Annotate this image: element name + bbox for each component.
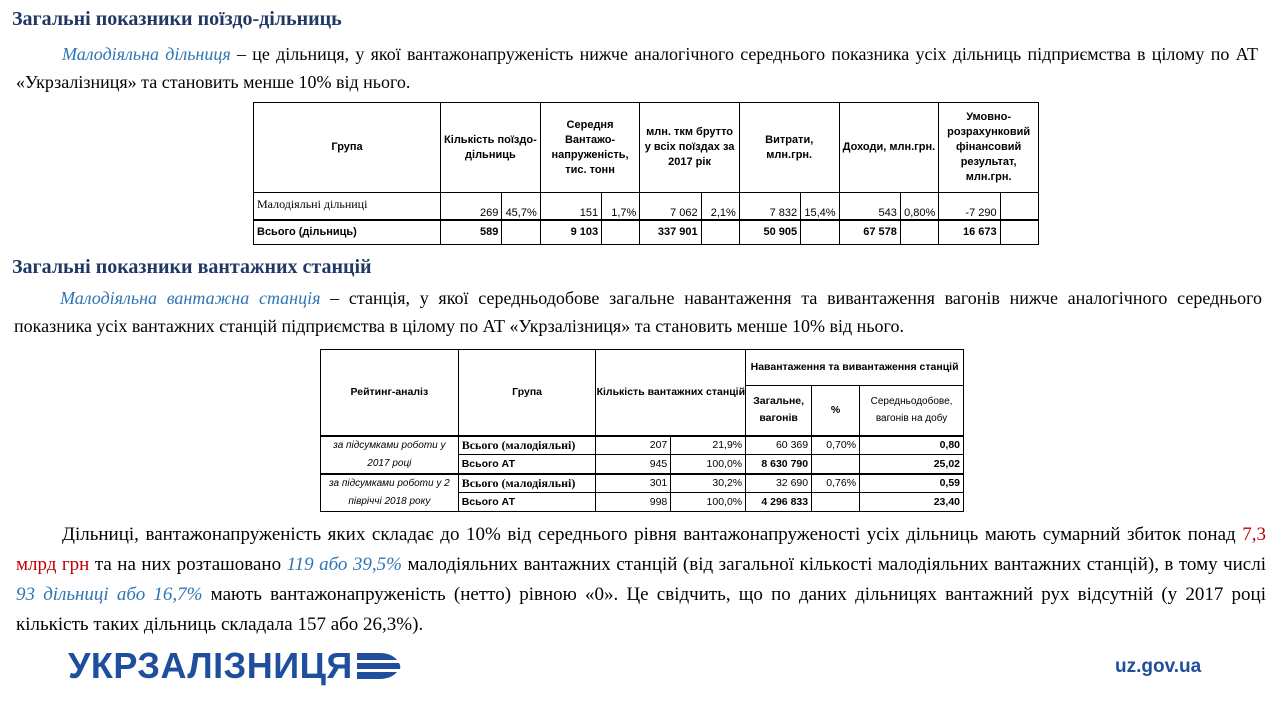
- table-cell: 100,0%: [671, 492, 746, 511]
- table-cell: 207: [596, 436, 671, 455]
- table-row: [321, 474, 964, 493]
- col-header: Умовно-розрахунковий фінансовий результат, млн.грн.: [939, 103, 1039, 193]
- col-header: Навантаження та вивантаження станцій: [746, 350, 964, 386]
- table-cell: 23,40: [860, 492, 964, 511]
- table-cell: 45,7%: [502, 193, 540, 220]
- summary-text: Дільниці, вантажонапруженість яких складає до 10% від середнього рівня вантажонапруженості усіх дільниць мають сумарний збиток понад: [62, 524, 1243, 545]
- table-cell: 0,59: [860, 474, 964, 493]
- table-cell: 50 905: [739, 220, 800, 245]
- summary-text: мають вантажонапруженість (нетто) рівною «0». Це свідчить, що по даних дільницях вантажний рух відсутній (у 2017 році кількість таких дільниць складала 157 або 26,3%).: [16, 584, 1266, 635]
- section-definition-stations: [14, 284, 1262, 340]
- table-cell: 9 103: [540, 220, 601, 245]
- table-row: [321, 436, 964, 455]
- table-cell: Малодіяльні дільниці: [254, 193, 441, 220]
- col-header: Кількість вантажних станцій: [596, 350, 746, 436]
- summary-paragraph: [16, 520, 1266, 640]
- table-cell: 30,2%: [671, 474, 746, 493]
- table-cell: 60 369: [746, 436, 812, 455]
- table-cell: [602, 220, 640, 245]
- table-cell: [801, 220, 839, 245]
- table-cell: 0,76%: [812, 474, 860, 493]
- col-header: Середня Вантажо-напруженість, тис. тонн: [540, 103, 640, 193]
- summary-loss-value: 7,3 млрд грн: [16, 524, 1266, 575]
- table-cell: 15,4%: [801, 193, 839, 220]
- table-cell: 2,1%: [701, 193, 739, 220]
- table-cell: 945: [596, 455, 671, 474]
- table-cell: 589: [441, 220, 502, 245]
- table-cell: 337 901: [640, 220, 701, 245]
- summary-stations-value: 119 або 39,5%: [286, 554, 402, 575]
- col-header: Доходи, млн.грн.: [839, 103, 939, 193]
- table-cell: 301: [596, 474, 671, 493]
- logo-mark-icon: [357, 651, 401, 681]
- table-cell: [1000, 193, 1038, 220]
- col-header: Група: [254, 103, 441, 193]
- col-header: Кількість поїздо-дільниць: [441, 103, 541, 193]
- table-cell: [1000, 220, 1038, 245]
- table-cell: 0,70%: [812, 436, 860, 455]
- stations-table: [320, 349, 964, 512]
- table-cell: Всього (дільниць): [254, 220, 441, 245]
- logo-text: УКРЗАЛІЗНИЦЯ: [68, 645, 353, 686]
- table-cell: [900, 220, 938, 245]
- table-cell: [812, 455, 860, 474]
- table-cell: 100,0%: [671, 455, 746, 474]
- col-header: Рейтинг-аналіз: [321, 350, 459, 436]
- summary-zero-value: 93 дільниці або 16,7%: [16, 584, 203, 605]
- table-cell: 269: [441, 193, 502, 220]
- col-header: Загальне, вагонів: [746, 386, 812, 436]
- table-cell: 998: [596, 492, 671, 511]
- table-cell: -7 290: [939, 193, 1000, 220]
- table-cell: 151: [540, 193, 601, 220]
- col-header: Група: [458, 350, 596, 436]
- table-cell: Всього (малодіяльні): [458, 436, 596, 455]
- table-cell: 32 690: [746, 474, 812, 493]
- summary-text: малодіяльних вантажних станцій (від загальної кількості малодіяльних вантажних станцій), в тому числі: [401, 554, 1266, 575]
- col-header: Середньодобове, вагонів на добу: [860, 386, 964, 436]
- table-cell: Всього (малодіяльні): [458, 474, 596, 493]
- col-header: %: [812, 386, 860, 436]
- summary-text: та на них розташовано: [89, 554, 287, 575]
- sections-table: [253, 102, 1039, 245]
- table-cell: 0,80%: [900, 193, 938, 220]
- section-definition-sections: [16, 40, 1258, 96]
- website-link[interactable]: uz.gov.ua: [1115, 656, 1202, 677]
- table-cell: 21,9%: [671, 436, 746, 455]
- table-row: [254, 220, 1039, 245]
- table-cell: 543: [839, 193, 900, 220]
- table-cell: [502, 220, 540, 245]
- table-cell: за підсумками роботи у 2 півріччі 2018 року: [321, 474, 459, 512]
- col-header: млн. ткм брутто у всіх поїздах за 2017 рік: [640, 103, 740, 193]
- definition-term: Малодіяльна вантажна станція: [60, 288, 321, 308]
- table-cell: за підсумками роботи у 2017 році: [321, 436, 459, 474]
- table-cell: 16 673: [939, 220, 1000, 245]
- section-heading-sections: Загальні показники поїздо-дільниць: [12, 8, 342, 30]
- definition-term: Малодіяльна дільниця: [62, 44, 231, 64]
- table-cell: Всього АТ: [458, 492, 596, 511]
- definition-text: – це дільниця, у якої вантажонапруженість нижче аналогічного середнього показника усіх дільниць підприємства в цілому по АТ «Укрзалізниця» та становить менше 10% від нього.: [16, 44, 1258, 92]
- table-cell: 1,7%: [602, 193, 640, 220]
- definition-text: – станція, у якої середньодобове загальне навантаження та вивантаження вагонів нижче аналогічного середнього показника усіх вантажних станцій підприємства в цілому по АТ «Укрзалізниця» та становить менше 10% від нього.: [14, 288, 1263, 336]
- table-header-row: [321, 350, 964, 386]
- table-cell: 7 832: [739, 193, 800, 220]
- table-cell: 4 296 833: [746, 492, 812, 511]
- table-cell: Всього АТ: [458, 455, 596, 474]
- table-cell: 0,80: [860, 436, 964, 455]
- table-cell: [812, 492, 860, 511]
- table-cell: [701, 220, 739, 245]
- table-cell: 67 578: [839, 220, 900, 245]
- table-cell: 25,02: [860, 455, 964, 474]
- col-header: Витрати, млн.грн.: [739, 103, 839, 193]
- table-cell: 7 062: [640, 193, 701, 220]
- table-cell: 8 630 790: [746, 455, 812, 474]
- section-heading-stations: Загальні показники вантажних станцій: [12, 256, 372, 278]
- company-logo: [68, 646, 401, 686]
- table-header-row: [254, 103, 1039, 193]
- table-row: [254, 193, 1039, 220]
